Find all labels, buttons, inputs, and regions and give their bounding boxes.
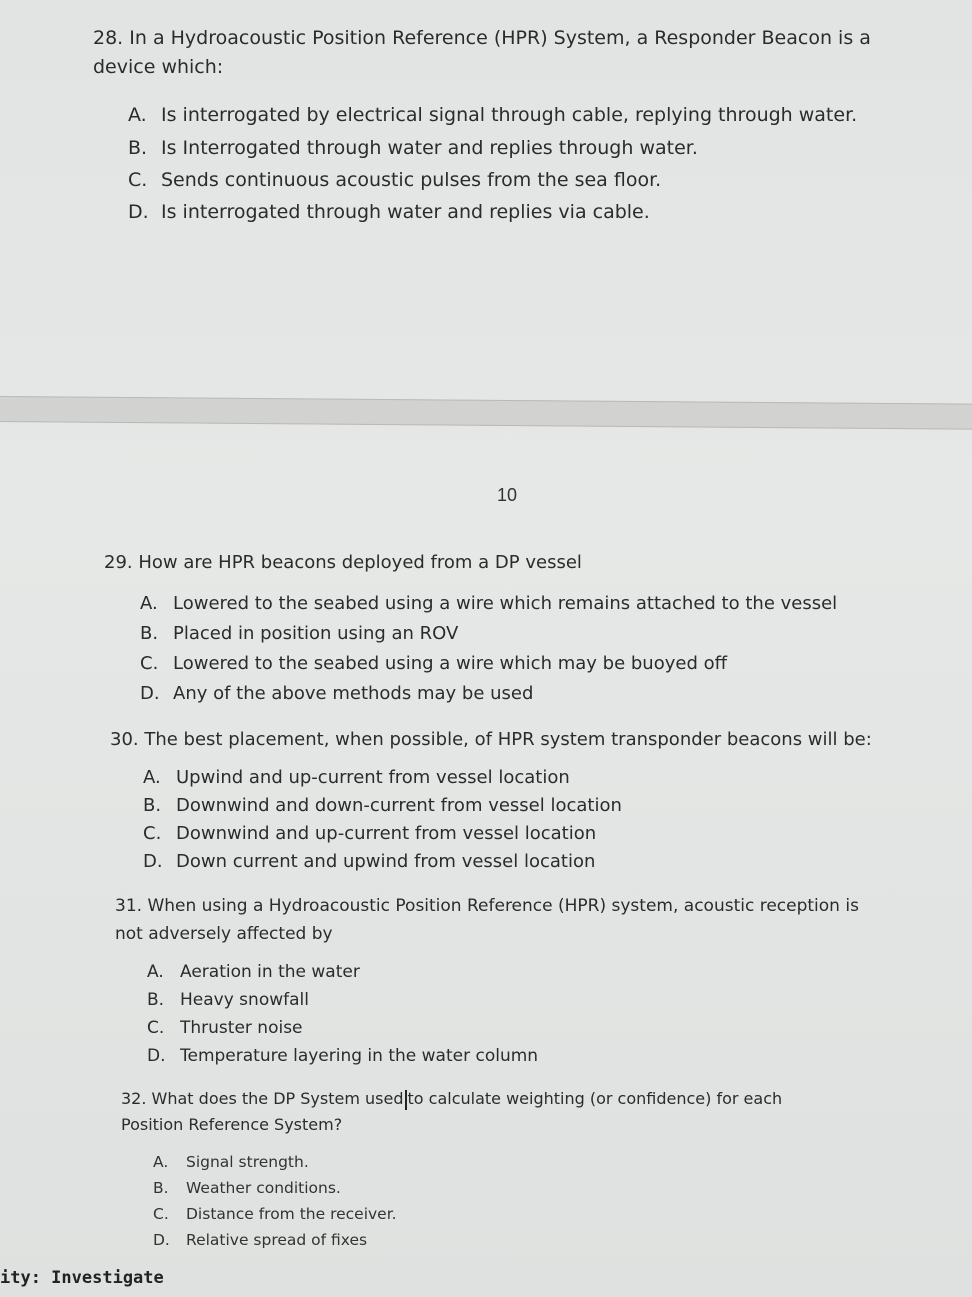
- question-stem: device which:: [93, 56, 224, 78]
- option-b: [143, 795, 622, 816]
- option-text: Placed in position using an ROV: [173, 623, 459, 644]
- question-stem: 30. The best placement, when possible, of HPR system transponder beacons will be:: [110, 729, 872, 750]
- option-c: [128, 169, 661, 191]
- option-letter: A.: [143, 767, 161, 788]
- question-stem: 31. When using a Hydroacoustic Position Reference (HPR) system, acoustic reception is: [115, 896, 859, 916]
- option-text: Relative spread of fixes: [186, 1231, 368, 1249]
- option-text: Lowered to the seabed using a wire which remains attached to the vessel: [173, 593, 838, 614]
- option-b: [147, 990, 309, 1010]
- question-30: [110, 725, 872, 754]
- text-cursor: [405, 1090, 407, 1110]
- option-text: Sends continuous acoustic pulses from the sea floor.: [161, 169, 662, 191]
- option-letter: D.: [128, 201, 149, 223]
- option-c: [153, 1205, 397, 1223]
- page-number: 10: [497, 485, 518, 505]
- option-letter: A.: [128, 104, 147, 126]
- option-a: [143, 767, 570, 788]
- question-stem: not adversely affected by: [115, 924, 333, 944]
- option-text: Signal strength.: [186, 1153, 309, 1171]
- option-text: Is interrogated through water and replies via cable.: [161, 201, 650, 223]
- option-text: Down current and upwind from vessel location: [176, 851, 596, 872]
- option-text: Aeration in the water: [180, 962, 360, 982]
- option-d: [143, 851, 595, 872]
- option-a: [128, 104, 857, 126]
- question-29: [104, 548, 582, 577]
- option-letter: B.: [128, 137, 148, 159]
- option-letter: A.: [147, 962, 164, 982]
- stem-part: to calculate weighting (or confidence) for each: [407, 1089, 783, 1108]
- option-a: [147, 962, 360, 982]
- option-text: Temperature layering in the water column: [180, 1046, 539, 1066]
- option-b: [153, 1179, 341, 1197]
- option-letter: C.: [128, 169, 148, 191]
- option-letter: B.: [147, 990, 165, 1010]
- question-stem: 29. How are HPR beacons deployed from a DP vessel: [104, 552, 582, 573]
- option-letter: B.: [140, 623, 159, 644]
- option-letter: A.: [140, 593, 158, 614]
- option-b: [140, 623, 458, 644]
- question-stem: [121, 1086, 782, 1112]
- stem-part: 32. What does the DP System used: [121, 1089, 404, 1108]
- option-a: [140, 593, 837, 614]
- option-letter: B.: [153, 1179, 169, 1197]
- option-letter: A.: [153, 1153, 169, 1171]
- question-stem: 28. In a Hydroacoustic Position Reference (HPR) System, a Responder Beacon is a: [93, 27, 871, 49]
- option-text: Lowered to the seabed using a wire which may be buoyed off: [173, 653, 728, 674]
- option-text: Any of the above methods may be used: [173, 683, 534, 704]
- option-c: [140, 653, 727, 674]
- option-letter: C.: [140, 653, 159, 674]
- option-letter: C.: [153, 1205, 169, 1223]
- option-text: Distance from the receiver.: [186, 1205, 397, 1223]
- question-stem: Position Reference System?: [121, 1115, 343, 1134]
- option-text: Thruster noise: [180, 1018, 303, 1038]
- option-d: [140, 683, 533, 704]
- option-letter: D.: [147, 1046, 166, 1066]
- option-letter: C.: [147, 1018, 165, 1038]
- option-text: Is interrogated by electrical signal through cable, replying through water.: [161, 104, 858, 126]
- question-32: [121, 1086, 782, 1138]
- option-d: [153, 1231, 367, 1249]
- option-text: Weather conditions.: [186, 1179, 341, 1197]
- option-letter: D.: [143, 851, 163, 872]
- question-28: [93, 24, 871, 82]
- option-letter: C.: [143, 823, 162, 844]
- option-d: [128, 201, 650, 223]
- page-break-band: [0, 396, 972, 430]
- option-text: Heavy snowfall: [180, 990, 309, 1010]
- status-footer-text: ity: Investigate: [0, 1268, 164, 1288]
- option-text: Is Interrogated through water and replies through water.: [161, 137, 698, 159]
- option-a: [153, 1153, 309, 1171]
- option-text: Downwind and down-current from vessel location: [176, 795, 622, 816]
- option-letter: D.: [140, 683, 160, 704]
- option-c: [143, 823, 596, 844]
- option-text: Upwind and up-current from vessel location: [176, 767, 570, 788]
- option-d: [147, 1046, 538, 1066]
- question-31: [115, 892, 859, 948]
- option-text: Downwind and up-current from vessel location: [176, 823, 597, 844]
- option-letter: B.: [143, 795, 162, 816]
- option-b: [128, 137, 698, 159]
- option-c: [147, 1018, 303, 1038]
- option-letter: D.: [153, 1231, 170, 1249]
